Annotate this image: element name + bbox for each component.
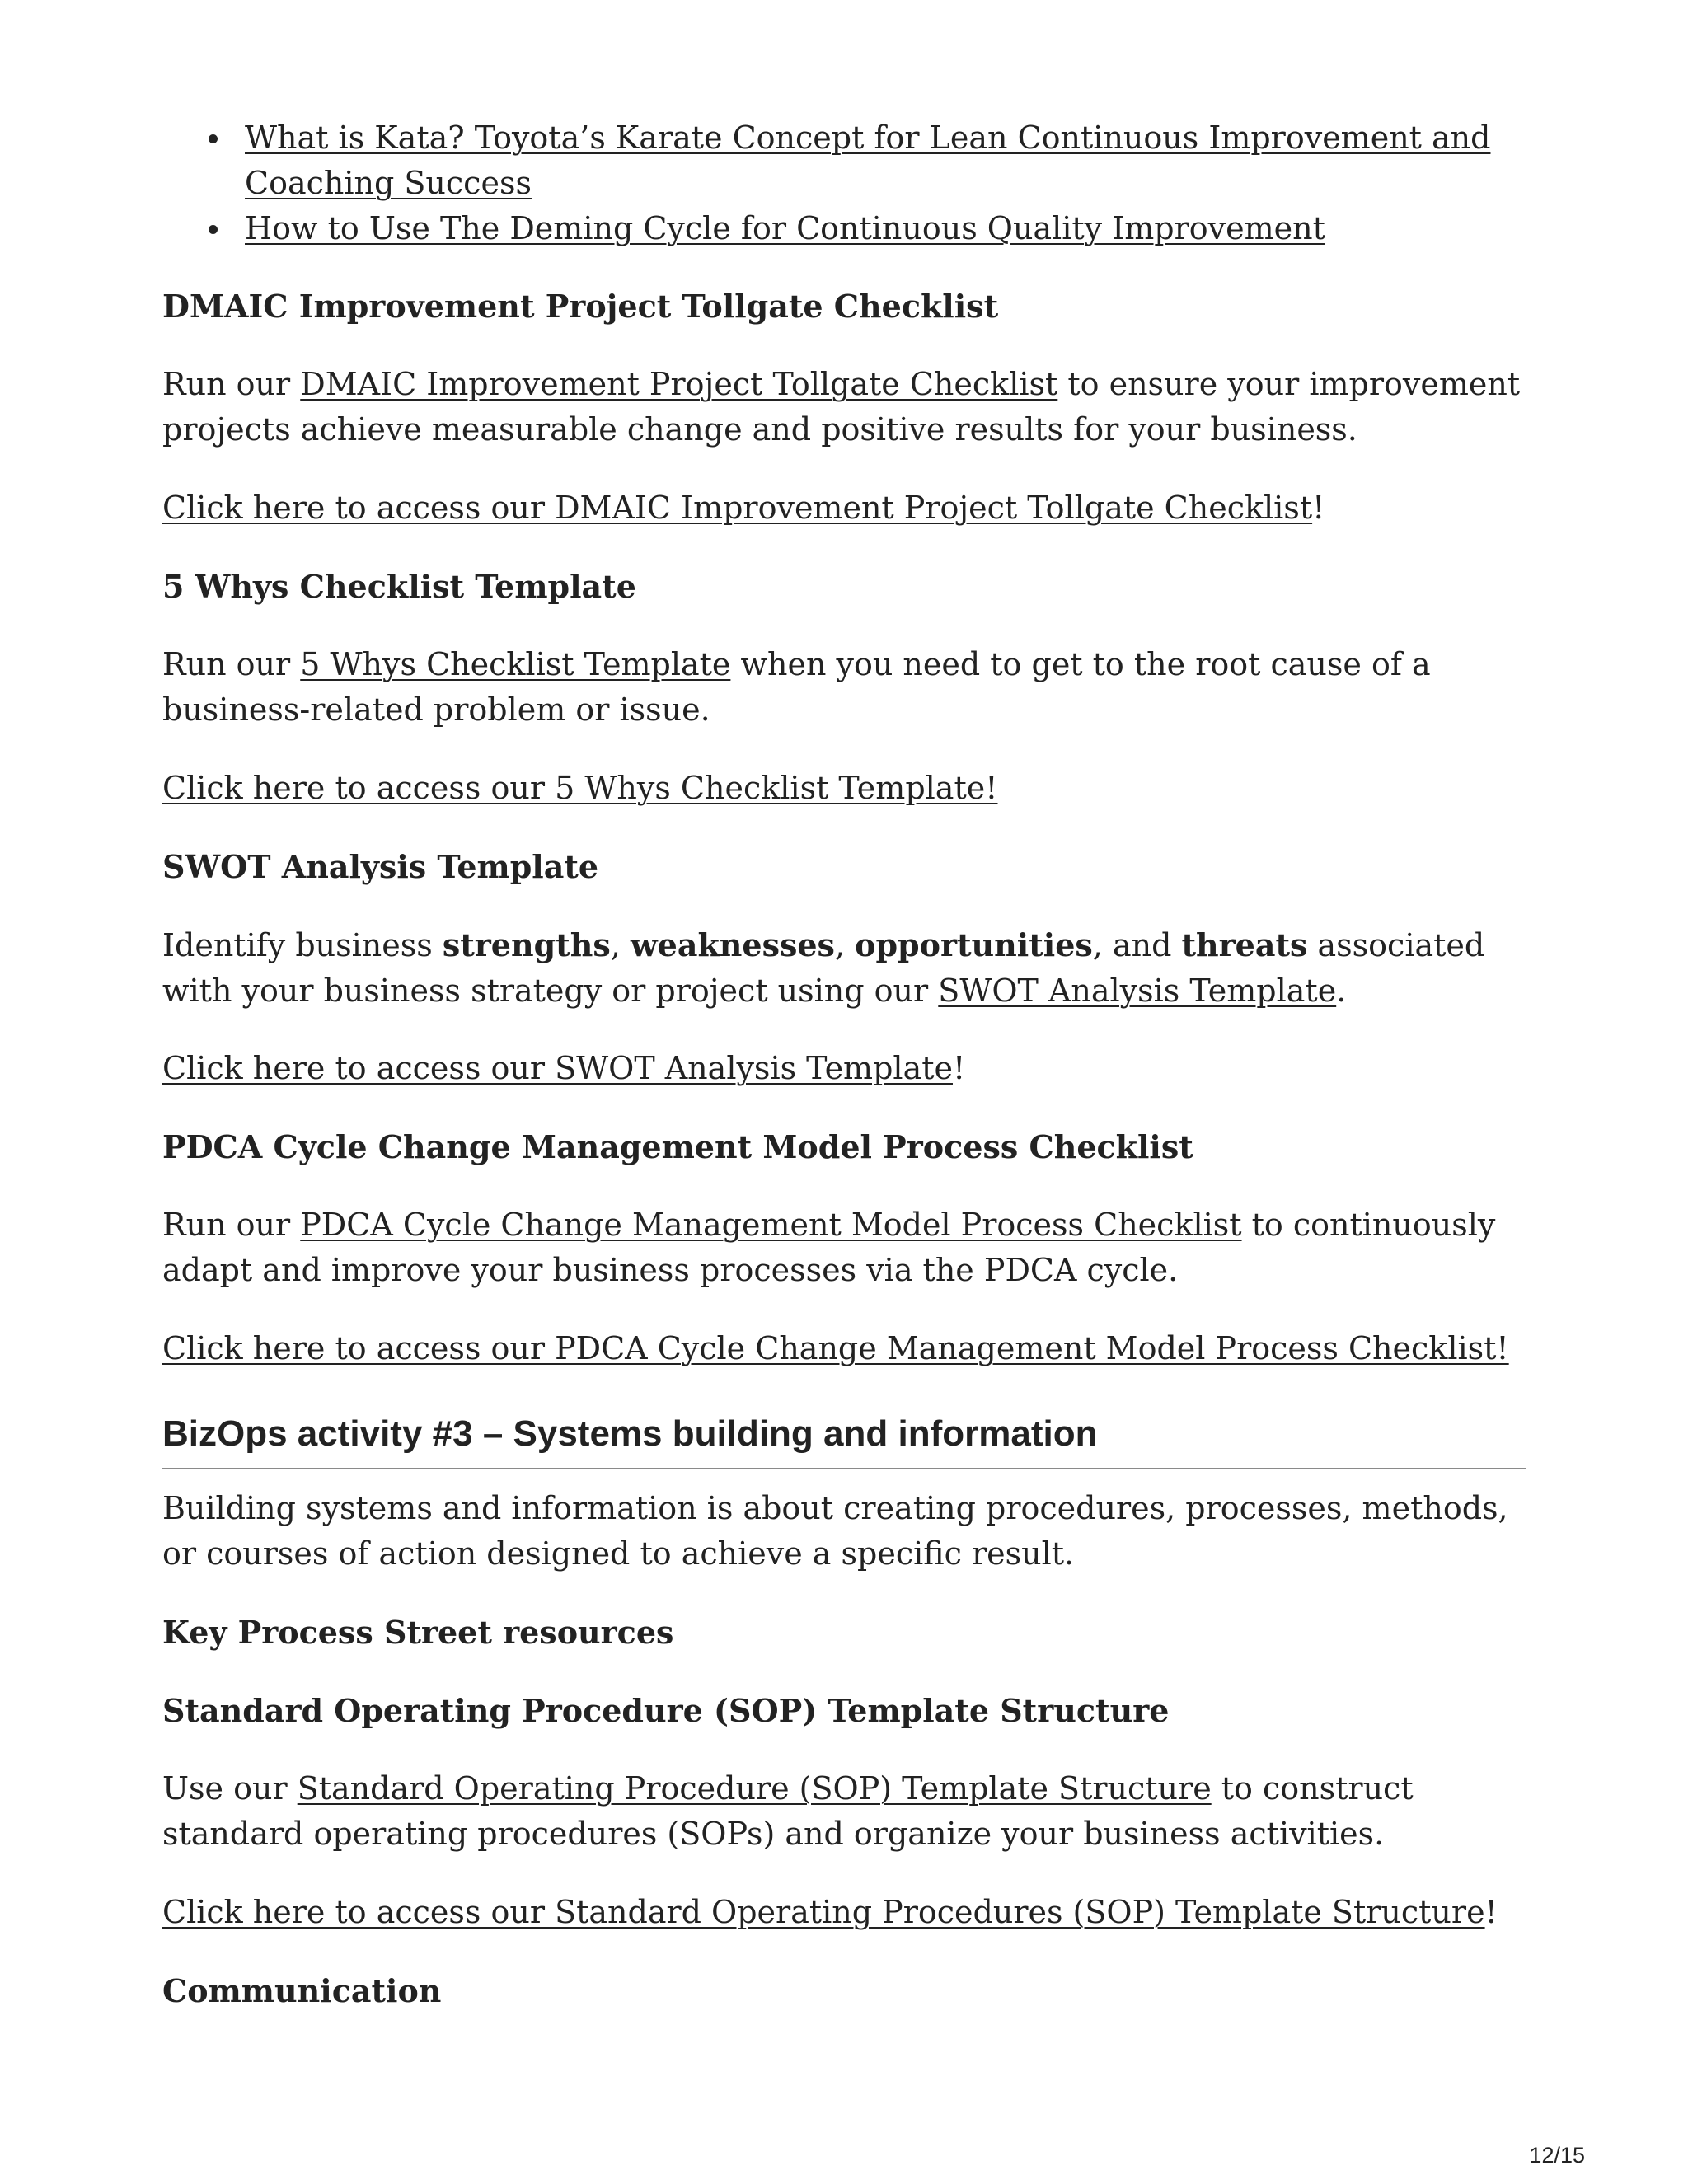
- communication-heading: Communication: [162, 1972, 442, 2009]
- swot-paragraph: [162, 922, 1526, 1014]
- dmaic-cta-link[interactable]: Click here to access our DMAIC Improvement Project Tollgate Checklist: [162, 490, 1313, 526]
- whys-paragraph-block: [162, 642, 1526, 733]
- list-item: [162, 115, 1526, 206]
- swot-template-link[interactable]: SWOT Analysis Template: [938, 972, 1337, 1009]
- dmaic-paragraph: [162, 362, 1526, 452]
- text-segment: !: [1312, 490, 1325, 526]
- whys-heading: 5 Whys Checklist Template: [162, 568, 636, 605]
- weaknesses-bold: weaknesses: [630, 926, 835, 963]
- sop-cta: [162, 1890, 1526, 1935]
- section3-intro-block: [162, 1486, 1526, 1577]
- text-segment: Run our: [162, 366, 301, 402]
- pdca-paragraph: [162, 1202, 1526, 1293]
- section3-heading-block: [162, 1409, 1526, 1459]
- strengths-bold: strengths: [442, 926, 611, 963]
- text-segment: ,: [834, 927, 856, 963]
- section-divider: [162, 1468, 1526, 1469]
- pdca-heading-block: [162, 1124, 1526, 1169]
- text-segment: to ensure your improvement projects achieve measurable change and positive results for your business.: [162, 366, 1521, 448]
- section3-heading: BizOps activity #3 – Systems building and information: [162, 1413, 1098, 1454]
- whys-cta-block: [162, 766, 1526, 811]
- pdca-cta-block: [162, 1326, 1526, 1371]
- swot-cta-block: [162, 1046, 1526, 1091]
- text-segment: !: [1484, 1894, 1498, 1930]
- whys-cta: [162, 766, 1526, 811]
- text-segment: to construct standard operating procedures (SOPs) and organize your business activities.: [162, 1770, 1414, 1852]
- dmaic-heading-block: [162, 284, 1526, 329]
- sop-cta-link[interactable]: Click here to access our Standard Operating Procedures (SOP) Template Structure: [162, 1894, 1485, 1930]
- dmaic-cta: [162, 485, 1526, 531]
- sop-cta-block: [162, 1890, 1526, 1935]
- sop-heading-block: [162, 1688, 1526, 1733]
- sop-paragraph-block: [162, 1766, 1526, 1857]
- swot-paragraph-block: [162, 922, 1526, 1014]
- dmaic-checklist-link[interactable]: DMAIC Improvement Project Tollgate Checklist: [300, 366, 1058, 402]
- section3-intro: Building systems and information is about creating procedures, processes, methods, or courses of action designed to achieve a specific result.: [162, 1490, 1508, 1572]
- text-segment: Identify business: [162, 927, 443, 963]
- communication-heading-block: [162, 1968, 1526, 2013]
- dmaic-paragraph-block: [162, 362, 1526, 452]
- text-segment: .: [1336, 972, 1347, 1009]
- kata-article-link[interactable]: What is Kata? Toyota’s Karate Concept for Lean Continuous Improvement and Coaching Success: [245, 120, 1491, 201]
- resources-heading: Key Process Street resources: [162, 1614, 674, 1651]
- whys-heading-block: [162, 564, 1526, 609]
- text-segment: , and: [1092, 927, 1182, 963]
- list-item: [162, 206, 1526, 251]
- text-segment: ,: [610, 927, 631, 963]
- swot-heading-block: [162, 844, 1526, 889]
- pdca-cta-link[interactable]: Click here to access our PDCA Cycle Change Management Model Process Checklist!: [162, 1330, 1509, 1366]
- text-segment: Run our: [162, 646, 301, 682]
- text-segment: associated with your business strategy or project using our: [162, 927, 1485, 1009]
- text-segment: to continuously adapt and improve your business processes via the PDCA cycle.: [162, 1207, 1496, 1288]
- swot-cta: [162, 1046, 1526, 1091]
- related-links-list: [162, 115, 1526, 251]
- page-number: 12/15: [1529, 2143, 1585, 2168]
- text-segment: !: [952, 1050, 966, 1086]
- dmaic-cta-block: [162, 485, 1526, 531]
- whys-checklist-link[interactable]: 5 Whys Checklist Template: [300, 646, 731, 682]
- swot-cta-link[interactable]: Click here to access our SWOT Analysis Template: [162, 1050, 953, 1086]
- resources-heading-block: [162, 1610, 1526, 1655]
- pdca-checklist-link[interactable]: PDCA Cycle Change Management Model Process Checklist: [300, 1207, 1242, 1243]
- sop-heading: Standard Operating Procedure (SOP) Template Structure: [162, 1692, 1170, 1729]
- text-segment: Run our: [162, 1207, 301, 1243]
- dmaic-heading: DMAIC Improvement Project Tollgate Checklist: [162, 288, 999, 325]
- pdca-cta: [162, 1326, 1526, 1371]
- text-segment: Use our: [162, 1770, 298, 1807]
- pdca-heading: PDCA Cycle Change Management Model Process Checklist: [162, 1128, 1193, 1165]
- whys-cta-link[interactable]: Click here to access our 5 Whys Checklist Template!: [162, 770, 998, 806]
- threats-bold: threats: [1181, 926, 1308, 963]
- deming-cycle-article-link[interactable]: How to Use The Deming Cycle for Continuous Quality Improvement: [245, 210, 1325, 246]
- text-segment: when you need to get to the root cause of a business-related problem or issue.: [162, 646, 1431, 728]
- opportunities-bold: opportunities: [855, 926, 1093, 963]
- whys-paragraph: [162, 642, 1526, 733]
- sop-template-link[interactable]: Standard Operating Procedure (SOP) Template Structure: [297, 1770, 1212, 1807]
- pdca-paragraph-block: [162, 1202, 1526, 1293]
- swot-heading: SWOT Analysis Template: [162, 848, 599, 885]
- sop-paragraph: [162, 1766, 1526, 1857]
